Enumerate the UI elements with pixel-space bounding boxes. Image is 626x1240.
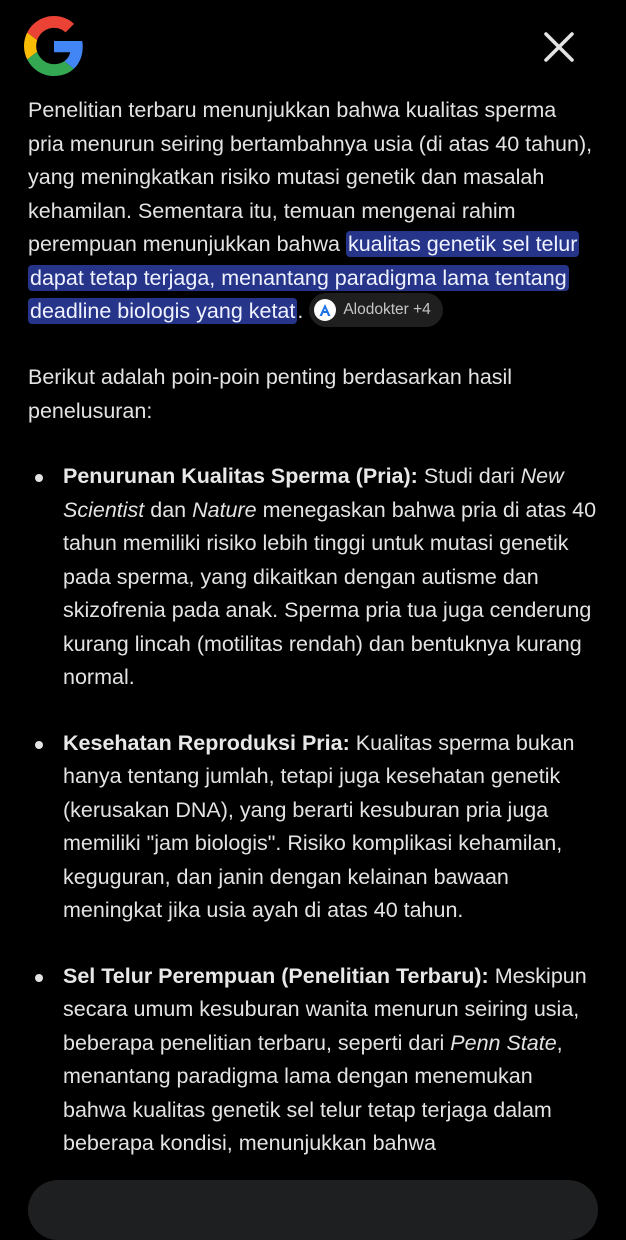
point-title: Penurunan Kualitas Sperma (Pria): (63, 464, 418, 489)
point-text: Kualitas sperma bukan hanya tentang jumlah, tetapi juga kesehatan genetik (kerusakan DNA), yang berarti kesuburan pria juga memiliki "jam biologis". Risiko komplikasi kehamilan, keguguran, dan janin dengan kelainan bawaan meningkat jika usia ayah di atas 40 tahun. (63, 730, 575, 923)
point-title: Kesehatan Reproduksi Pria: (63, 730, 350, 755)
bullet-icon (35, 474, 43, 482)
point-text: , menantang paradigma lama dengan menemukan bahwa kualitas genetik sel telur tetap terjaga dalam beberapa kondisi, menunjukkan bahwa (63, 1030, 563, 1156)
point-title: Sel Telur Perempuan (Penelitian Terbaru): (63, 963, 489, 988)
summary-paragraph: Berikut adalah poin-poin penting berdasarkan hasil penelusuran: (28, 365, 513, 423)
highlighted-claim[interactable]: kualitas genetik sel telur dapat tetap terjaga, menantang paradigma lama tentang deadline biologis yang ketat (30, 232, 578, 323)
key-points-list (28, 460, 598, 1161)
point-source: Nature (192, 497, 257, 522)
follow-up-input-bar[interactable] (28, 1180, 598, 1240)
bullet-icon (35, 974, 43, 982)
intro-text: Penelitian terbaru menunjukkan bahwa kualitas sperma pria menurun seiring bertambahnya usia (di atas 40 tahun), yang meningkatkan risiko mutasi genetik dan masalah kehamilan. Sementara itu, temuan mengenai rahim perempuan menunjukkan bahwa (28, 98, 593, 256)
list-item (28, 727, 598, 928)
source-chip-label: Alodokter +4 (343, 301, 431, 319)
point-source: Penn State (450, 1030, 557, 1055)
point-text: dan (144, 497, 193, 522)
top-bar (0, 0, 626, 92)
point-text: menegaskan bahwa pria di atas 40 tahun memiliki risiko lebih tinggi untuk mutasi genetik pada sperma, yang dikaitkan dengan autisme dan skizofrenia pada anak. Sperma pria tua juga cenderung kurang lincah (motilitas rendah) dan bentuknya kurang normal. (63, 497, 597, 690)
point-text: Studi dari (417, 464, 521, 489)
source-chip[interactable] (309, 293, 442, 327)
close-button[interactable] (530, 18, 588, 76)
list-item (28, 460, 598, 695)
close-icon (542, 30, 576, 64)
list-item (28, 960, 598, 1161)
intro-paragraph (28, 94, 598, 329)
point-source: New Scientist (63, 464, 564, 522)
google-g-icon (24, 16, 84, 76)
point-text: Meskipun secara umum kesuburan wanita menurun seiring usia, beberapa penelitian terbaru, seperti dari (63, 963, 587, 1055)
alodokter-icon (314, 299, 336, 321)
bullet-icon (35, 741, 43, 749)
ai-answer (28, 94, 598, 1193)
intro-period: . (297, 299, 304, 323)
